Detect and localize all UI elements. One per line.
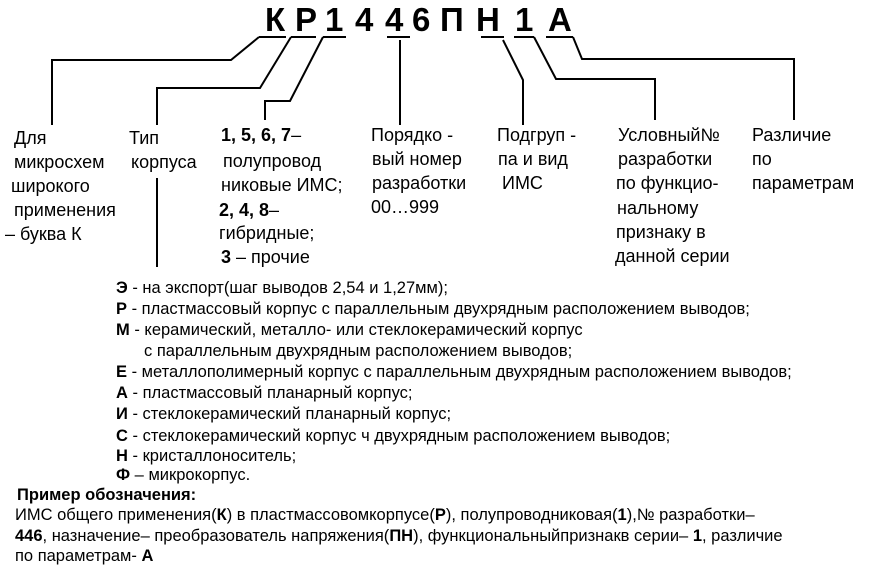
type-code: Р [116,300,128,318]
type-item-n [116,446,296,467]
label-col3-3: никовые ИМС; [221,175,343,195]
type-code: Ф [116,466,131,484]
label-col5-1: Подгруп - [497,125,577,145]
type-code: И [116,405,128,423]
code-char-a: А [548,1,572,38]
code-char-4b: 4 [385,1,404,38]
label-col1-4: применения [14,200,116,220]
label-col3-1-bold: 1, 5, 6, 7 [221,125,292,145]
type-code: Э [116,279,128,297]
label-col4-2: вый номер [372,149,462,169]
connector-r [157,37,291,125]
example-code: Р [434,506,446,524]
label-col6-4: нальному [617,198,699,218]
type-text: - пластмассовый планарный корпус; [127,384,413,402]
label-col7-2: по [752,149,772,169]
code-char-1b: 1 [515,1,534,38]
code-char-n: Н [476,1,500,38]
code-char-p: П [440,1,464,38]
example-text: ) в пластмассовомкорпусе( [226,506,435,524]
label-col3-1 [221,124,301,148]
type-text: - пластмассовый корпус с параллельным двухрядным расположением выводов; [127,300,750,318]
label-col6-6: данной серии [615,246,730,266]
type-text: с параллельным двухрядным расположением выводов; [144,342,573,360]
code-char-4a: 4 [355,1,374,38]
type-code: С [116,427,128,445]
label-col4-3: разработки [372,173,467,193]
label-col3-4 [219,199,279,223]
type-code: А [116,384,128,402]
label-col3-4-bold: 2, 4, 8 [219,200,270,220]
example-text: ), полупроводниковая( [445,506,618,524]
label-col5-3: ИМС [502,173,543,193]
label-col3-6-bold: 3 [221,247,232,267]
type-text: - стеклокерамический корпус ч двухрядным расположением выводов; [127,427,671,445]
example-line-2 [15,526,783,547]
example-code: 1 [617,506,627,524]
example-text: , назначение– преобразователь напряжения( [42,527,390,545]
connector-1 [265,37,323,120]
label-col4-1: Порядко - [371,125,454,145]
type-text: - стеклокерамический планарный корпус; [127,405,452,423]
label-col3-6 [221,246,310,270]
type-text: - кристаллоноситель; [127,447,297,465]
connector-k [52,37,259,125]
type-code: Е [116,363,128,381]
example-text: ИМС общего применения( [15,506,217,524]
connector-pn [503,40,523,125]
label-col6-5: признаку в [616,222,706,242]
label-col1-3: широкого [11,176,90,196]
type-text: - на экспорт(шаг выводов 2,54 и 1,27мм); [127,279,448,297]
example-code: 1 [688,527,703,545]
example-line-1 [15,505,755,526]
label-col7-3: параметрам [752,173,855,193]
type-item-a [116,383,413,404]
type-item-f [116,465,250,486]
type-code: М [116,321,130,339]
code-char-r: Р [295,1,318,38]
type-text: - металлополимерный корпус с параллельным двухрядным расположением выводов; [127,363,792,381]
type-item-r [116,299,750,320]
type-item-e2 [116,362,792,383]
label-col3-4-rest: – [269,200,280,220]
example-text: по параметрам- [15,547,137,565]
type-item-m [116,320,583,341]
example-code: ПН [389,527,414,545]
type-item-s [116,426,670,447]
connector-1b [534,37,655,120]
label-col2-2: корпуса [131,152,197,172]
label-col4-4: 00…999 [371,197,440,217]
label-col3-6-rest: – прочие [236,247,310,267]
code-char-1: 1 [325,1,344,38]
label-col6-1: Условный№ [618,125,720,145]
label-col1-5: – буква К [5,224,82,244]
label-col3-2: полупровод [223,151,322,171]
label-col6-2: разработки [618,149,713,169]
label-col1-1: Для [14,128,47,148]
code-char-k: К [265,1,286,38]
code-char-6: 6 [412,1,431,38]
example-line-3 [15,546,153,567]
label-col6-3: по функцио- [616,173,719,193]
label-col5-2: па и вид [498,149,568,169]
label-col7-1: Различие [752,125,832,145]
label-col1-2: микросхем [14,152,105,172]
type-text: - керамический, металло- или стеклокерамический корпус [129,321,583,339]
example-code: К [216,506,227,524]
label-col3-5: гибридные; [219,223,315,243]
type-text: – микрокорпус. [130,466,251,484]
label-col3-1-rest: – [291,125,302,145]
example-code: А [136,547,154,565]
type-code: Н [116,447,128,465]
example-text: ),№ разработки– [626,506,755,524]
example-code: 446 [15,527,43,545]
type-item-i [116,404,451,425]
type-item-e [116,278,448,299]
example-title: Пример обозначения: [17,486,197,504]
label-col2-1: Тип [129,128,160,148]
example-text: ), функциональныйпризнакв серии– [413,527,689,545]
example-text: , различие [702,527,783,545]
type-item-m-cont [144,341,572,362]
